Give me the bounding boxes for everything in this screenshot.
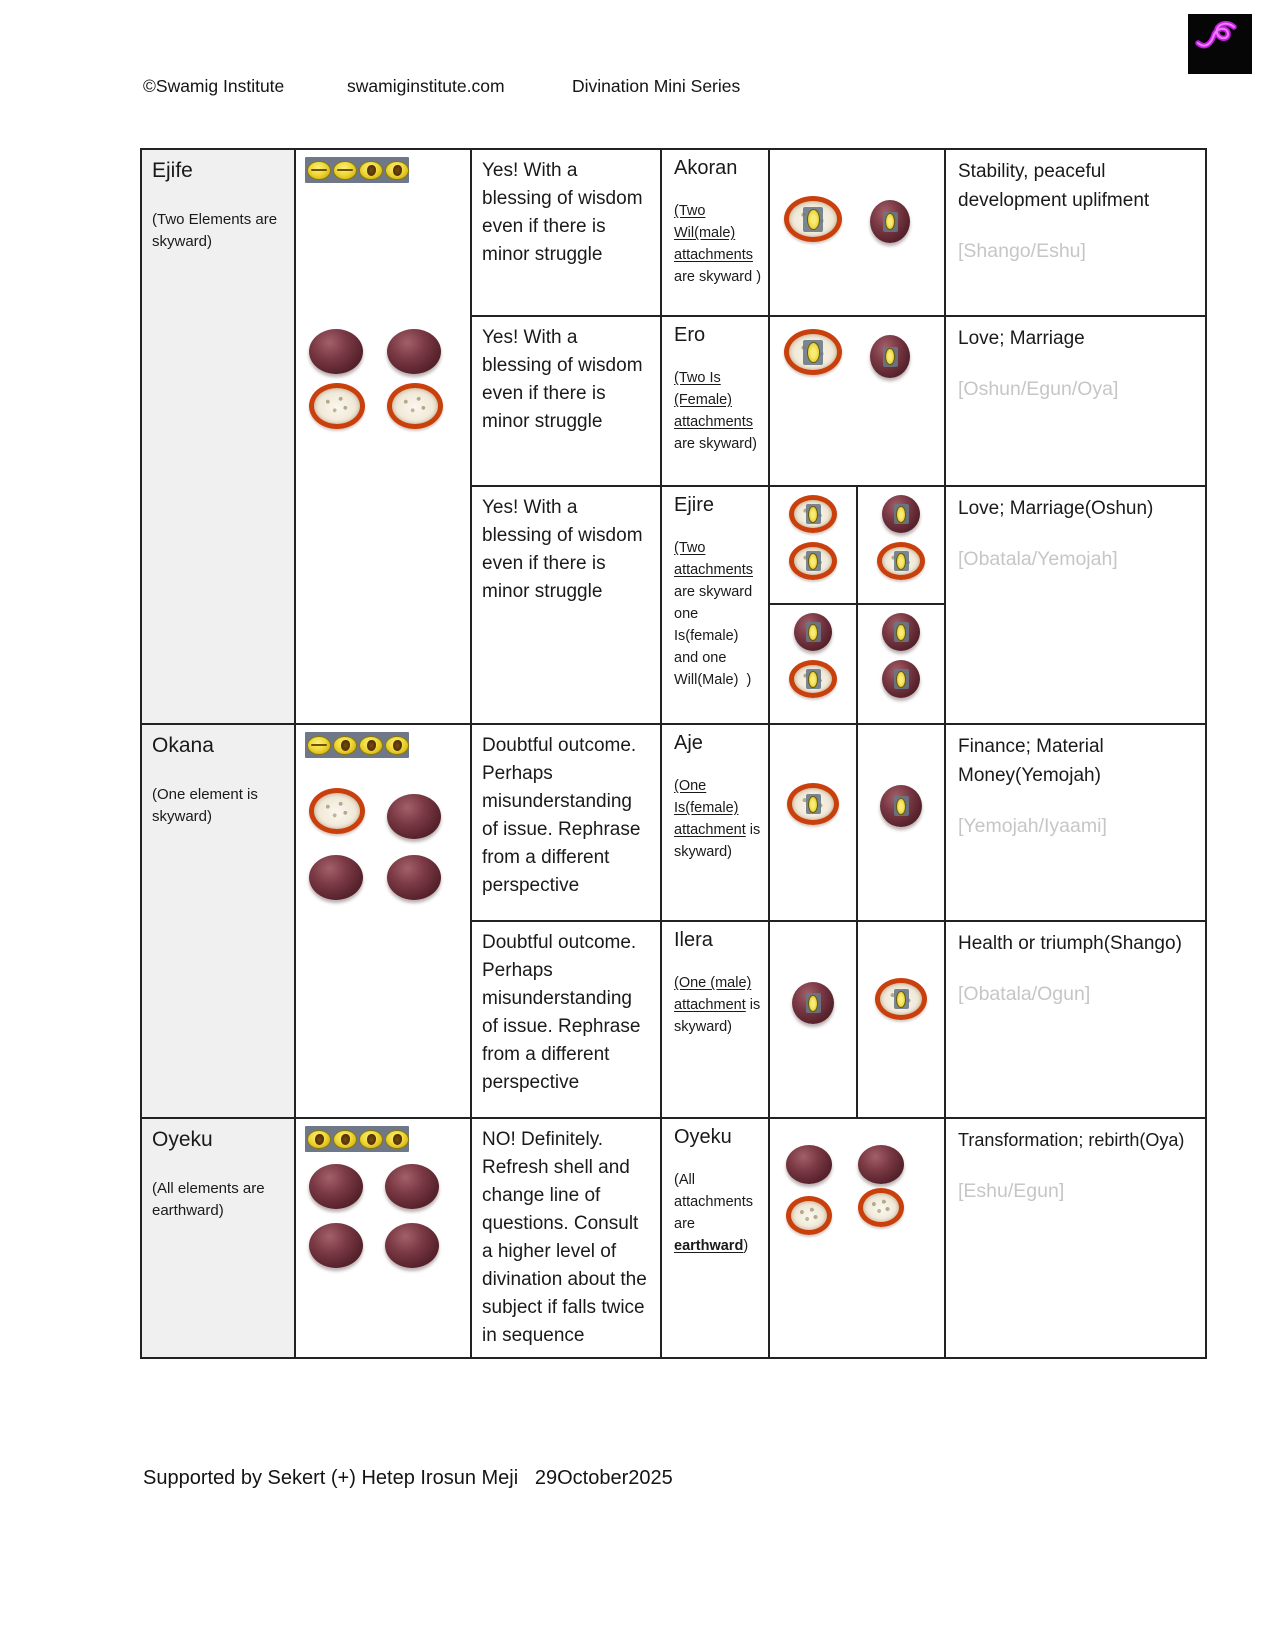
open-shell-attachment-icon bbox=[789, 542, 837, 580]
cowrie-mouth-icon bbox=[359, 161, 383, 180]
cell-akoran-shells bbox=[770, 150, 946, 317]
closed-shell-icon bbox=[385, 1164, 439, 1209]
closed-shell-attachment-icon bbox=[882, 660, 920, 698]
attachment-icon bbox=[894, 669, 909, 689]
attachment-icon bbox=[806, 669, 821, 689]
closed-shell-attachment-icon bbox=[870, 335, 910, 378]
cell-outcome bbox=[472, 725, 662, 922]
cell-okana-shells bbox=[296, 725, 472, 1119]
subrow-name: Ilera bbox=[674, 929, 713, 951]
cowrie-mouth-icon bbox=[333, 1130, 357, 1149]
cell-aje-name bbox=[662, 725, 770, 922]
cell-oyeku-name bbox=[142, 1119, 296, 1359]
closed-shell-icon bbox=[387, 794, 441, 839]
shell-cluster bbox=[309, 329, 443, 429]
group-note: (All elements are earthward) bbox=[152, 1180, 265, 1219]
subrow-note: (Two Wil(male) attachments are skyward ) bbox=[674, 203, 762, 285]
cell-ero-meaning bbox=[946, 317, 1207, 487]
cell-outcome bbox=[472, 1119, 662, 1359]
orisha-text: [Eshu/Egun] bbox=[958, 1180, 1065, 1202]
attachment-icon bbox=[894, 989, 909, 1009]
cowrie-back-icon bbox=[307, 161, 331, 180]
cell-ejire-meaning bbox=[946, 487, 1207, 725]
open-shell-icon bbox=[858, 1188, 904, 1227]
cell-ejire-name bbox=[662, 487, 770, 725]
cell-ilera-name bbox=[662, 922, 770, 1119]
open-shell-icon bbox=[387, 383, 443, 429]
cell-aje-shells bbox=[858, 725, 946, 922]
orisha-text: [Yemojah/Iyaami] bbox=[958, 815, 1107, 837]
closed-shell-attachment-icon bbox=[870, 200, 910, 243]
cell-ejife-name bbox=[142, 150, 296, 725]
group-note: (One element is skyward) bbox=[152, 786, 258, 825]
website-text: swamiginstitute.com bbox=[347, 76, 505, 96]
closed-shell-icon bbox=[309, 329, 363, 374]
closed-shell-icon bbox=[786, 1145, 832, 1184]
cowrie-mouth-icon bbox=[359, 736, 383, 755]
meaning-text: Transformation; rebirth(Oya) bbox=[958, 1130, 1185, 1150]
cell-ilera-meaning bbox=[946, 922, 1207, 1119]
meaning-text: Health or triumph(Shango) bbox=[958, 933, 1182, 954]
cowrie-mouth-icon bbox=[385, 736, 409, 755]
meaning-text: Love; Marriage(Oshun) bbox=[958, 498, 1154, 519]
cell-ilera-shells bbox=[858, 922, 946, 1119]
attachment-icon bbox=[883, 212, 898, 232]
subrow-name: Aje bbox=[674, 732, 703, 754]
closed-shell-icon bbox=[309, 855, 363, 900]
subrow-name: Ero bbox=[674, 324, 706, 346]
copyright-text: ©Swamig Institute bbox=[143, 76, 285, 96]
outcome-text: Doubtful outcome. Perhaps misunderstanding of issue. Rephrase from a different perspective bbox=[482, 735, 641, 896]
closed-shell-icon bbox=[385, 1223, 439, 1268]
attachment-icon bbox=[894, 551, 909, 571]
closed-shell-attachment-icon bbox=[882, 613, 920, 651]
cowrie-mouth-icon bbox=[385, 161, 409, 180]
shell-cluster bbox=[309, 788, 441, 900]
footer-text: Supported by Sekert (+) Hetep Irosun Meji 29October2025 bbox=[143, 1467, 673, 1489]
attachment-icon bbox=[803, 207, 823, 232]
outcome-text: NO! Definitely. Refresh shell and change line of questions. Consult a higher level of divination about the subject if falls twice in sequence bbox=[482, 1129, 647, 1346]
attachment-icon bbox=[803, 340, 823, 365]
attachment-icon bbox=[894, 504, 909, 524]
attachment-icon bbox=[894, 796, 909, 816]
cell-ejife-shells bbox=[296, 150, 472, 725]
open-shell-icon bbox=[309, 383, 365, 429]
cell-akoran-meaning bbox=[946, 150, 1207, 317]
cowrie-mouth-icon bbox=[307, 1130, 331, 1149]
open-shell-icon bbox=[309, 788, 365, 834]
open-shell-attachment-icon bbox=[877, 542, 925, 580]
orisha-text: [Shango/Eshu] bbox=[958, 240, 1086, 262]
shell-cluster bbox=[786, 1145, 904, 1235]
divination-table bbox=[140, 148, 1207, 1359]
orisha-text: [Obatala/Ogun] bbox=[958, 983, 1091, 1005]
group-name: Ejife bbox=[152, 159, 193, 182]
subrow-note: (One Is(female) attachment is skyward) bbox=[674, 778, 761, 860]
cowrie-back-icon bbox=[307, 736, 331, 755]
outcome-text: Yes! With a blessing of wisdom even if there is minor struggle bbox=[482, 160, 643, 265]
cowrie-mouth-icon bbox=[333, 736, 357, 755]
closed-shell-icon bbox=[309, 1223, 363, 1268]
cell-oyeku-shells bbox=[296, 1119, 472, 1359]
open-shell-attachment-icon bbox=[787, 783, 839, 825]
cell-aje-shells bbox=[770, 725, 858, 922]
closed-shell-attachment-icon bbox=[794, 613, 832, 651]
closed-shell-icon bbox=[387, 855, 441, 900]
orisha-text: [Obatala/Yemojah] bbox=[958, 548, 1118, 570]
closed-shell-icon bbox=[387, 329, 441, 374]
orisha-text: [Oshun/Egun/Oya] bbox=[958, 378, 1119, 400]
subrow-name: Oyeku bbox=[674, 1126, 732, 1148]
outcome-text: Yes! With a blessing of wisdom even if there is minor struggle bbox=[482, 497, 643, 602]
attachment-icon bbox=[806, 993, 821, 1013]
cell-outcome bbox=[472, 922, 662, 1119]
cell-ero-name bbox=[662, 317, 770, 487]
closed-shell-icon bbox=[858, 1145, 904, 1184]
cowrie-mouth-icon bbox=[385, 1130, 409, 1149]
attachment-icon bbox=[806, 504, 821, 524]
attachment-icon bbox=[806, 622, 821, 642]
cell-akoran-name bbox=[662, 150, 770, 317]
cowrie-strip bbox=[305, 732, 409, 758]
attachment-icon bbox=[883, 347, 898, 367]
cell-outcome bbox=[472, 317, 662, 487]
open-shell-icon bbox=[786, 1196, 832, 1235]
cell-oyeku-meaning bbox=[946, 1119, 1207, 1359]
subrow-name: Akoran bbox=[674, 157, 738, 179]
subrow-note: (Two Is (Female) attachments are skyward) bbox=[674, 370, 757, 452]
closed-shell-icon bbox=[309, 1164, 363, 1209]
attachment-icon bbox=[806, 794, 821, 814]
cell-ilera-shells bbox=[770, 922, 858, 1119]
cell-ero-shells bbox=[770, 317, 946, 487]
outcome-text: Yes! With a blessing of wisdom even if there is minor struggle bbox=[482, 327, 643, 432]
group-note: (Two Elements are skyward) bbox=[152, 211, 278, 250]
logo-glyph-icon bbox=[1188, 14, 1252, 74]
shell-cluster bbox=[309, 1164, 439, 1268]
cell-ejire-shells bbox=[858, 605, 946, 725]
cell-outcome bbox=[472, 150, 662, 317]
meaning-text: Stability, peaceful development uplifment bbox=[958, 161, 1150, 211]
subrow-name: Ejire bbox=[674, 494, 715, 516]
open-shell-attachment-icon bbox=[784, 196, 842, 242]
cowrie-mouth-icon bbox=[359, 1130, 383, 1149]
cell-okana-name bbox=[142, 725, 296, 1119]
cell-ejire-shells bbox=[858, 487, 946, 605]
outcome-text: Doubtful outcome. Perhaps misunderstanding of issue. Rephrase from a different perspective bbox=[482, 932, 641, 1093]
cell-outcome bbox=[472, 487, 662, 725]
cell-ejire-shells bbox=[770, 487, 858, 605]
closed-shell-attachment-icon bbox=[792, 982, 834, 1024]
cell-oyeku-sub-name bbox=[662, 1119, 770, 1359]
closed-shell-attachment-icon bbox=[882, 495, 920, 533]
cell-ejire-shells bbox=[770, 605, 858, 725]
closed-shell-attachment-icon bbox=[880, 785, 922, 827]
cell-aje-meaning bbox=[946, 725, 1207, 922]
cowrie-back-icon bbox=[333, 161, 357, 180]
group-name: Oyeku bbox=[152, 1128, 213, 1151]
open-shell-attachment-icon bbox=[784, 329, 842, 375]
cell-oyeku-sub-shells bbox=[770, 1119, 946, 1359]
cowrie-strip bbox=[305, 1126, 409, 1152]
meaning-text: Finance; Material Money(Yemojah) bbox=[958, 736, 1104, 786]
subrow-note: (Two attachments are skyward one Is(female) and one Will(Male) ) bbox=[674, 540, 758, 688]
group-name: Okana bbox=[152, 734, 214, 757]
open-shell-attachment-icon bbox=[789, 660, 837, 698]
subrow-note: (All attachments are earthward) bbox=[674, 1172, 753, 1254]
attachment-icon bbox=[806, 551, 821, 571]
cowrie-strip bbox=[305, 157, 409, 183]
meaning-text: Love; Marriage bbox=[958, 328, 1085, 349]
subrow-note: (One (male) attachment is skyward) bbox=[674, 975, 761, 1035]
attachment-icon bbox=[894, 622, 909, 642]
open-shell-attachment-icon bbox=[875, 978, 927, 1020]
swamig-logo bbox=[1188, 14, 1252, 74]
series-title: Divination Mini Series bbox=[572, 76, 741, 96]
open-shell-attachment-icon bbox=[789, 495, 837, 533]
